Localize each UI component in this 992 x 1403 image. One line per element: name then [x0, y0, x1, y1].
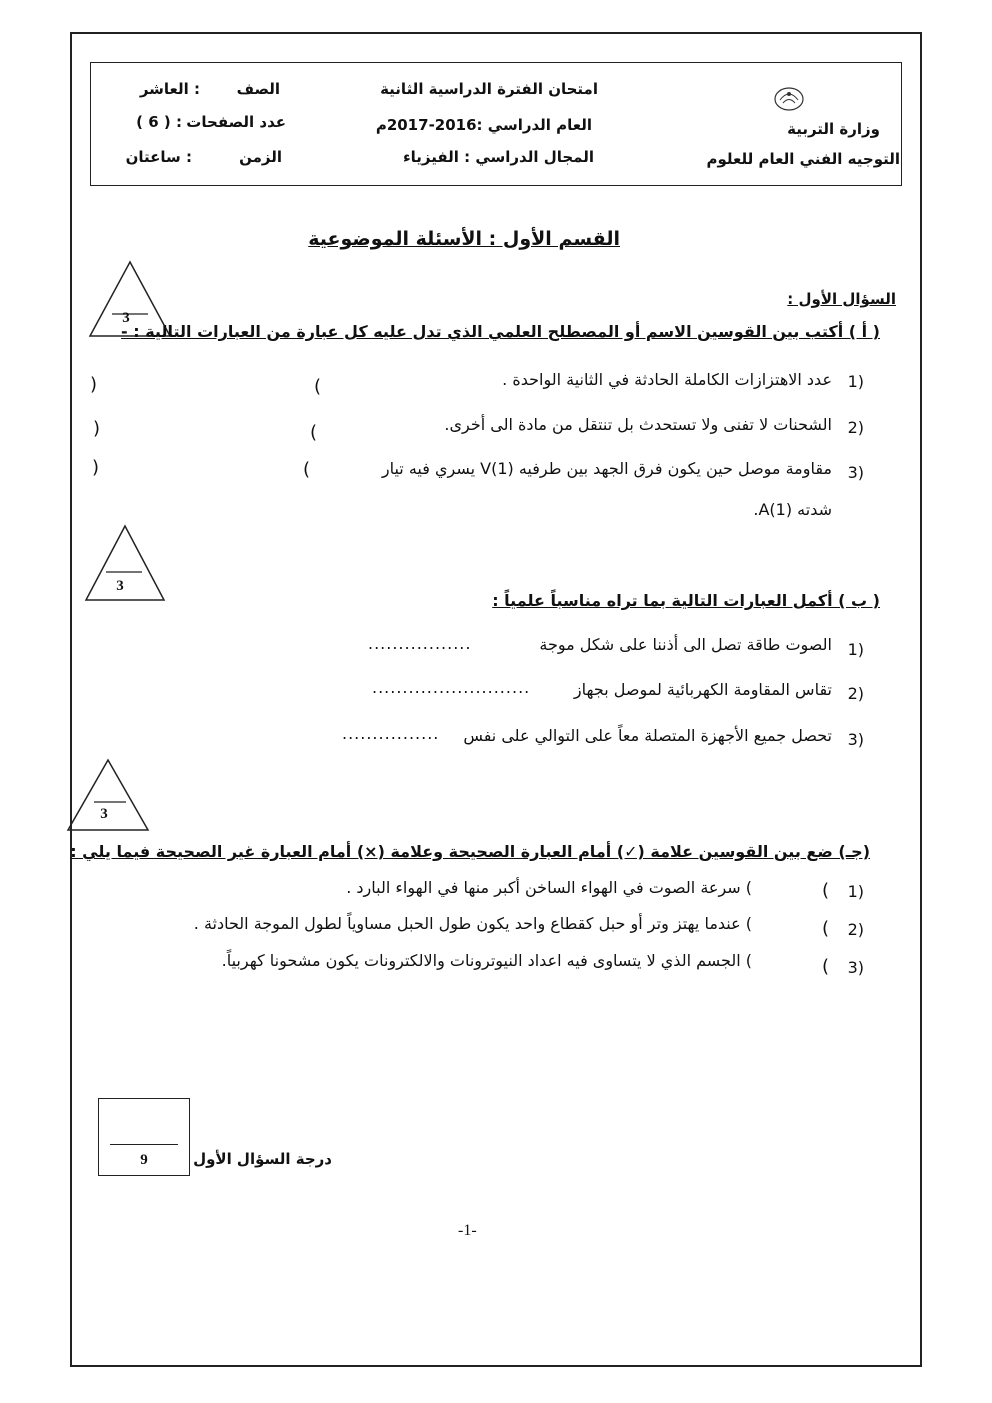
part-b-item-2-blank[interactable]: ..........................: [372, 678, 531, 697]
part-c-item-2-text: ) عندما يهتز وتر أو حبل كقطاع واحد يكون طول الحبل مساوياً لطول الموجة الحادثة .: [193, 914, 752, 933]
academic-year: العام الدراسي :2016-2017م: [375, 116, 592, 134]
part-a-item-3-text-cont: شدته A(1).: [753, 500, 832, 519]
total-score-label: درجة السؤال الأول: [193, 1150, 332, 1168]
question1-label: السؤال الأول :: [787, 290, 896, 308]
part-a-item-3-num: 3): [847, 463, 864, 482]
part-b-item-3-text: تحصل جميع الأجهزة المتصلة معاً على التوالي على نفس: [463, 726, 832, 745]
part-c-item-2-num: 2): [847, 920, 864, 939]
answer-paren-close-3[interactable]: ): [92, 457, 100, 478]
tick-paren-open-3[interactable]: (: [822, 956, 830, 977]
part-a-instruction: ( أ ) أكتب بين القوسين الاسم أو المصطلح العلمي الذي تدل عليه كل عبارة من العبارات التالية : -: [121, 322, 880, 341]
score-a: 3: [122, 310, 130, 326]
answer-paren-open-3[interactable]: (: [303, 459, 311, 480]
part-c-item-3-num: 3): [847, 958, 864, 977]
total-score: 9: [140, 1152, 148, 1168]
part-b-item-3-num: 3): [847, 730, 864, 749]
score-c: 3: [100, 806, 108, 822]
subject: المجال الدراسي : الفيزياء: [402, 148, 594, 166]
part-a-item-1-num: 1): [847, 372, 864, 391]
grade-label: الصف: [236, 80, 280, 98]
part-a-item-2-num: 2): [847, 418, 864, 437]
page-number: -1-: [458, 1222, 477, 1239]
time-value: : ساعتان: [125, 148, 192, 166]
total-score-line: [110, 1144, 178, 1145]
part-b-item-2-num: 2): [847, 684, 864, 703]
score-b: 3: [116, 578, 124, 594]
answer-paren-open-2[interactable]: (: [310, 422, 318, 443]
part-a-item-3-text: مقاومة موصل حين يكون فرق الجهد بين طرفيه V(1) يسري فيه تيار: [381, 459, 832, 478]
answer-paren-close-2[interactable]: ): [93, 418, 101, 439]
part-b-instruction: ( ب ) أكمل العبارات التالية بما تراه مناسباً علمياً :: [492, 591, 880, 610]
part-c-item-1-text: ) سرعة الصوت في الهواء الساخن أكبر منها في الهواء البارد .: [346, 878, 752, 897]
part-b-item-1-blank[interactable]: .................: [368, 634, 472, 653]
part-b-item-1-text: الصوت طاقة تصل الى أذننا على شكل موجة: [539, 635, 832, 654]
answer-paren-open-1[interactable]: (: [314, 376, 322, 397]
pages-label: عدد الصفحات: [186, 113, 286, 131]
part-a-item-1-text: عدد الاهتزازات الكاملة الحادثة في الثانية الواحدة .: [502, 370, 832, 389]
pages-value: : ( 6 ): [136, 113, 182, 131]
grade-value: : العاشر: [139, 80, 200, 98]
answer-paren-close-1[interactable]: ): [90, 374, 98, 395]
part-b-item-2-text: تقاس المقاومة الكهربائية لموصل بجهاز: [573, 680, 832, 699]
section-title: القسم الأول : الأسئلة الموضوعية: [308, 228, 620, 250]
ministry-emblem-icon: [772, 84, 806, 114]
directorate-name: التوجيه الفني العام للعلوم: [706, 150, 900, 168]
part-b-item-3-blank[interactable]: ................: [342, 724, 440, 743]
tick-paren-open-1[interactable]: (: [822, 880, 830, 901]
tick-paren-open-2[interactable]: (: [822, 918, 830, 939]
part-c-instruction: (جـ) ضع بين القوسين علامة (✓) أمام العبارة الصحيحة وعلامة (×) أمام العبارة غير الصحيحة فيما يلي :: [70, 842, 870, 861]
part-b-item-1-num: 1): [847, 640, 864, 659]
part-c-item-3-text: ) الجسم الذي لا يتساوى فيه اعداد النيوترونات والالكترونات يكون مشحونا كهربياً.: [221, 951, 752, 970]
exam-title: امتحان الفترة الدراسية الثانية: [380, 80, 598, 98]
part-a-item-2-text: الشحنات لا تفنى ولا تستحدث بل تنتقل من مادة الى أخرى.: [444, 415, 832, 434]
ministry-name: وزارة التربية: [787, 120, 880, 138]
time-label: الزمن: [239, 148, 282, 166]
part-c-item-1-num: 1): [847, 882, 864, 901]
